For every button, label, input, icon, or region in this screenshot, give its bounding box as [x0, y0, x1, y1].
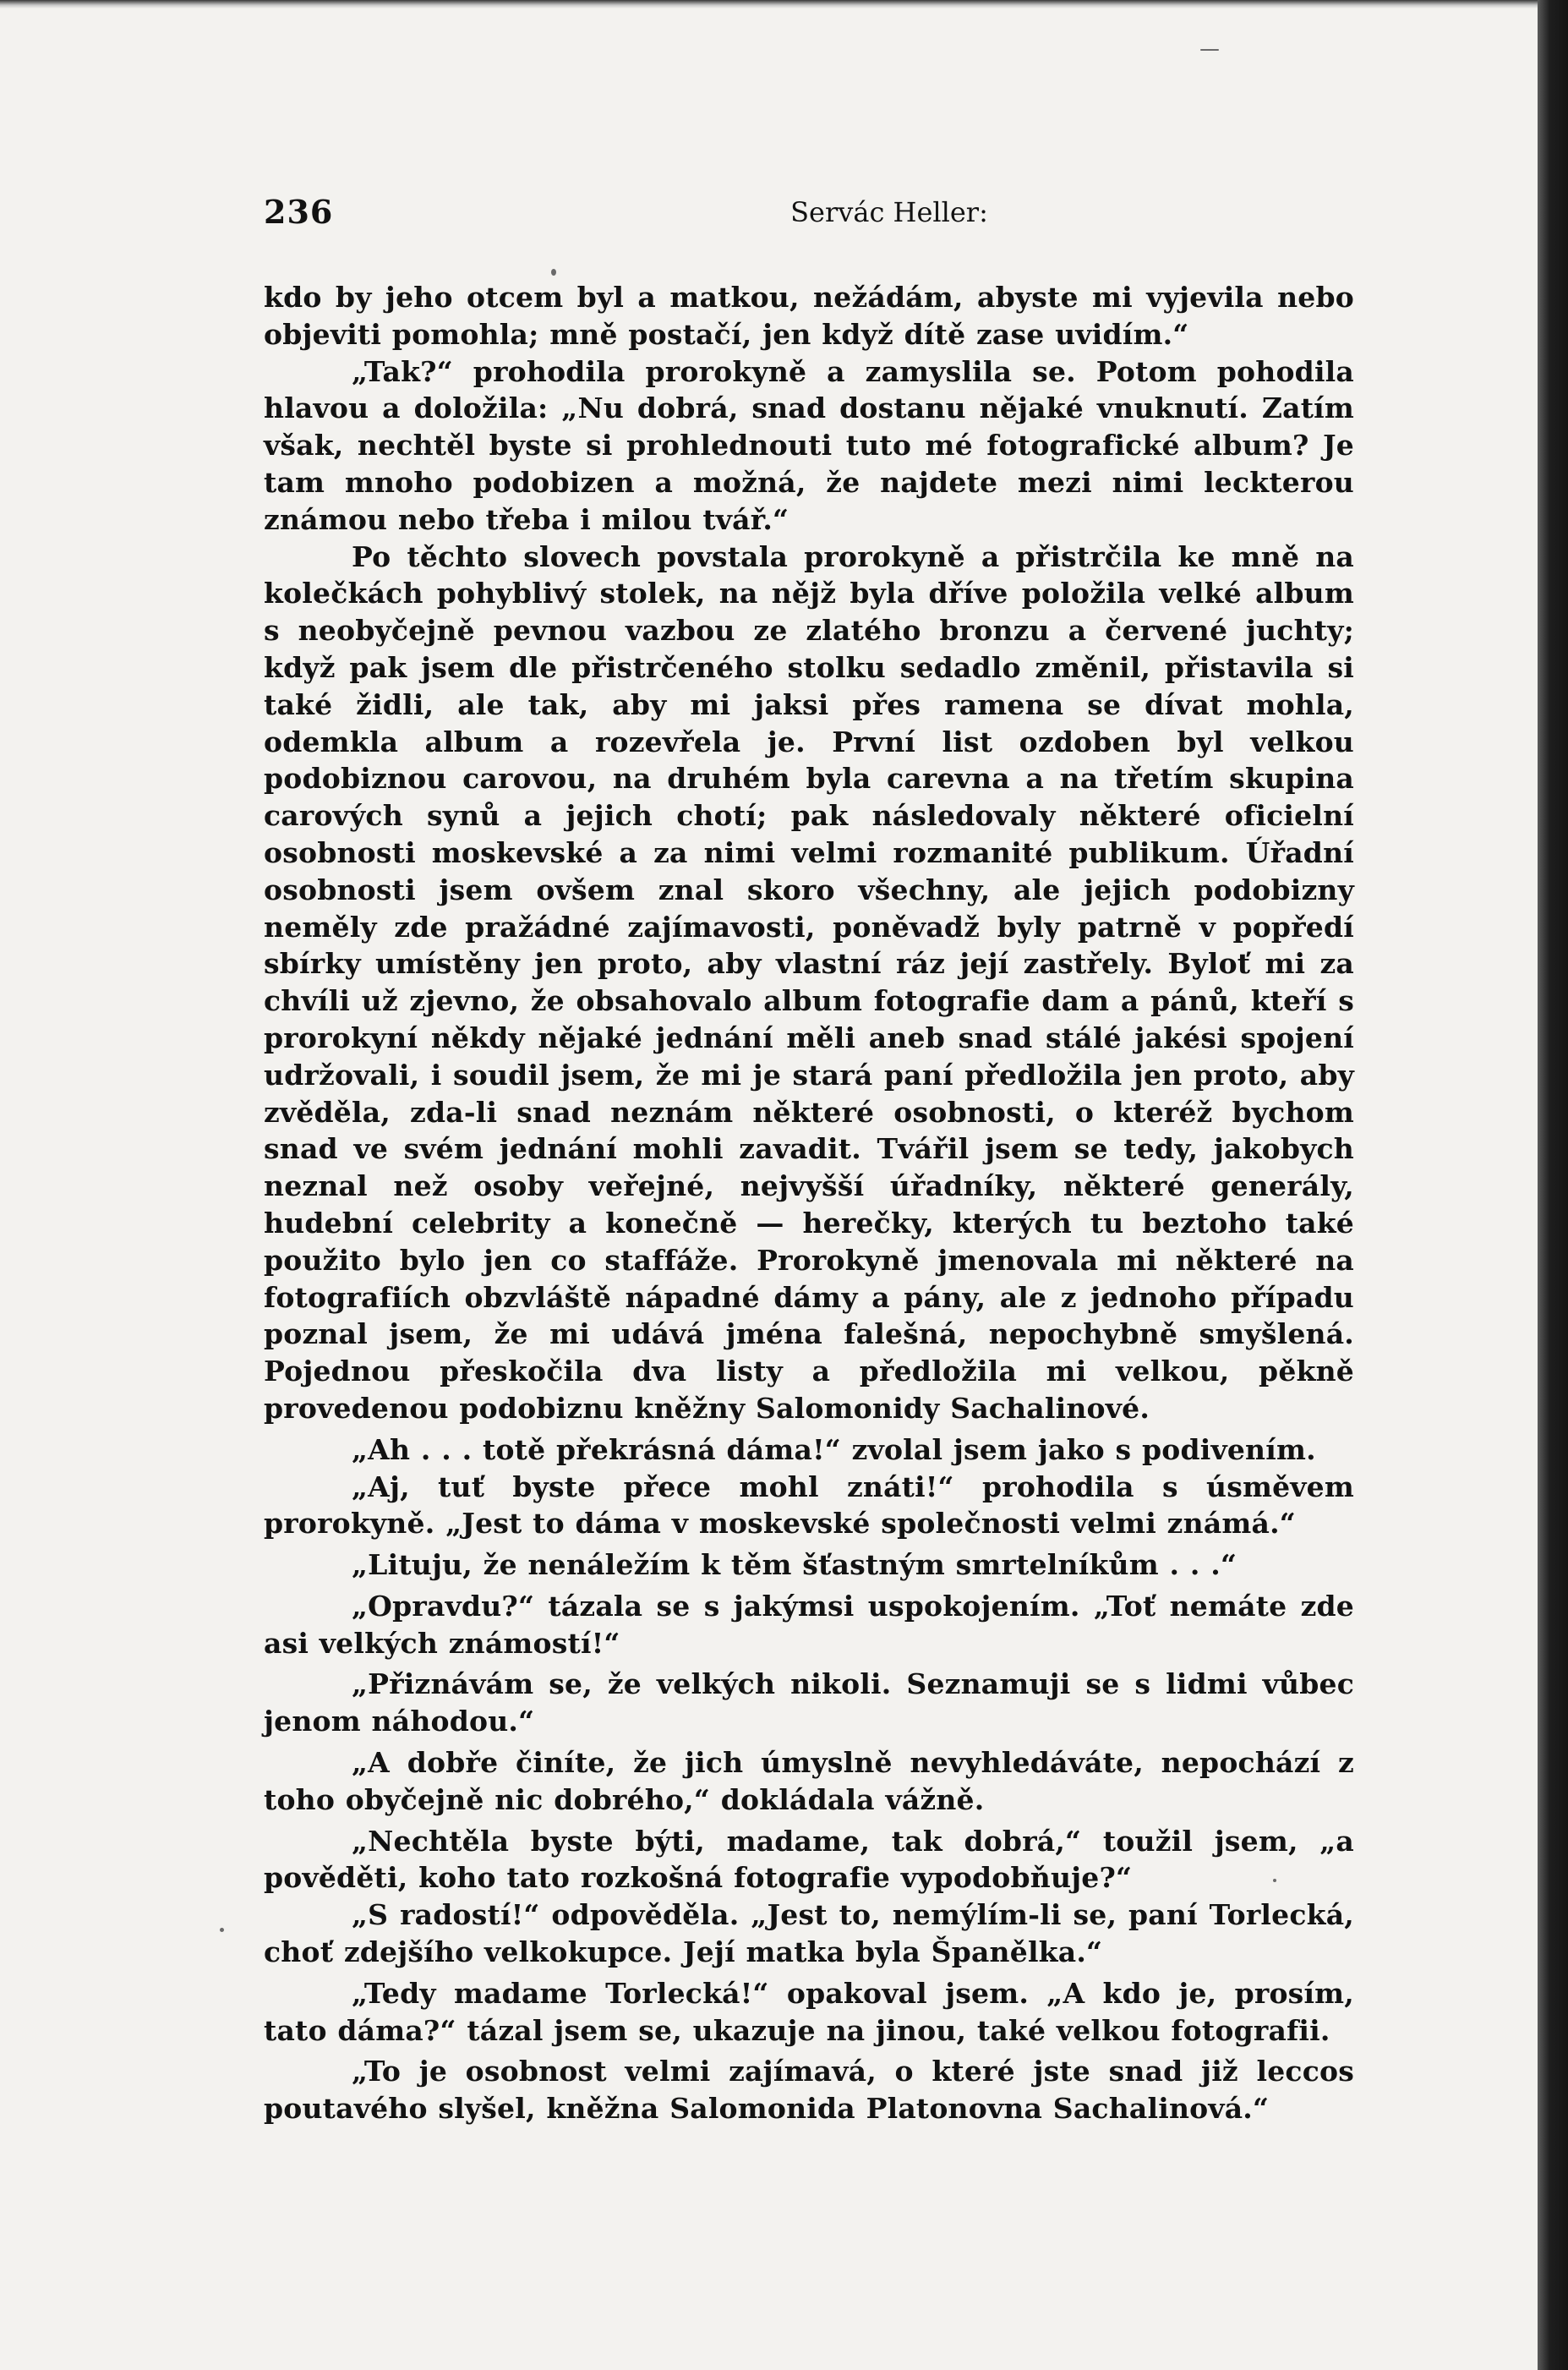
- paragraph: „Tak?“ prohodila prorokyně a zamyslila se. Potom pohodila hlavou a doložila: „Nu dobrá, snad dostanu nějaké vnuknutí. Zatím však, nechtěl byste si prohlednouti tuto mé fotografické album? Je tam mnoho podobizen a možná, že najdete mezi nimi leckterou známou nebo třeba i milou tvář.“: [264, 354, 1354, 536]
- paragraph: „Lituju, že nenáležím k těm šťastným smrtelníkům . . .“: [352, 1548, 1237, 1582]
- scan-binding-edge: [1538, 0, 1568, 2370]
- book-page: [264, 0, 1354, 2370]
- paragraph: „Tedy madame Torlecká!“ opakoval jsem. „A kdo je, prosím, tato dáma?“ tázal jsem se, ukazuje na jinou, také velkou fotografii.: [264, 1976, 1354, 2047]
- paragraph: „Opravdu?“ tázala se s jakýmsi uspokojením. „Toť nemáte zde asi velkých známostí!“: [264, 1589, 1354, 1660]
- paragraph: kdo by jeho otcem byl a matkou, nežádám, abyste mi vyjevila nebo objeviti pomohla; mně postačí, jen když dítě zase uvidím.“: [264, 281, 1354, 351]
- running-title: Servác Heller:: [790, 196, 988, 228]
- paragraph: „Aj, tuť byste přece mohl znáti!“ prohodila s úsměvem prorokyně. „Jest to dáma v moskevské společnosti velmi známá.“: [264, 1470, 1354, 1541]
- page-body: [264, 279, 1354, 2127]
- paragraph: „Ah . . . totě překrásná dáma!“ zvolal jsem jako s podivením.: [352, 1432, 1316, 1466]
- running-head: [264, 193, 1354, 244]
- paragraph: „To je osobnost velmi zajímavá, o které jste snad již leccos poutavého slyšel, kněžna Salomonida Platonovna Sachalinová.“: [264, 2055, 1354, 2126]
- page-number: 236: [264, 193, 334, 231]
- paragraph: Po těchto slovech povstala prorokyně a přistrčila ke mně na kolečkách pohyblivý stolek, na nějž byla dříve položila velké album s neobyčejně pevnou vazbou ze zlatého bronzu a červené juchty; když pak jsem dle přistrčeného stolku sedadlo změnil, přistavila si také židli, ale tak, aby mi jaksi přes ramena se dívat mohla, odemkla album a rozevřela je. První list ozdoben byl velkou podobiznou carovou, na druhém byla carevna a na třetím skupina carových synů a jejich chotí; pak následovaly některé oficielní osobnosti moskevské a za nimi velmi rozmanité publikum. Úřadní osobnosti jsem ovšem znal skoro všechny, ale jejich podobizny neměly zde pražádné zajímavosti, poněvadž byly patrně v popředí sbírky umístěny jen proto, aby vlastní ráz její zastřely. Byloť mi za chvíli už zjevno, že obsahovalo album fotografie dam a pánů, kteří s prorokyní někdy nějaké jednání měli aneb snad stálé jakési spojení udržovali, i soudil jsem, že mi je stará paní předložila jen proto, aby zvěděla, zda-li snad neznám některé osobnosti, o kteréž bychom snad ve svém jednání mohli zavadit. Tvářil jsem se tedy, jakobych neznal než osoby veřejné, nejvyšší úřadníky, některé generály, hudební celebrity a konečně — herečky, kterých tu beztoho také použito bylo jen co staffáže. Prorokyně jmenovala mi některé na fotografiích obzvláště nápadné dámy a pány, ale z jednoho případu poznal jsem, že mi udává jména falešná, nepochybně smyšlená. Pojednou přeskočila dva listy a předložila mi velkou, pěkně provedenou podobiznu kněžny Salomonidy Sachalinové.: [264, 539, 1354, 1425]
- paragraph: „S radostí!“ odpověděla. „Jest to, nemýlím-li se, paní Torlecká, choť zdejšího velkokupce. Její matka byla Španělka.“: [264, 1898, 1354, 1969]
- paragraph: „Nechtěla byste býti, madame, tak dobrá,“ toužil jsem, „a pověděti, koho tato rozkošná fotografie vypodobňuje?“: [264, 1824, 1354, 1895]
- paragraph: „A dobře činíte, že jich úmyslně nevyhledáváte, nepochází z toho obyčejně nic dobrého,“ dokládala vážně.: [264, 1746, 1354, 1816]
- paragraph: „Přiznávám se, že velkých nikoli. Seznamuji se s lidmi vůbec jenom náhodou.“: [264, 1667, 1354, 1738]
- ink-speck: [220, 1928, 224, 1932]
